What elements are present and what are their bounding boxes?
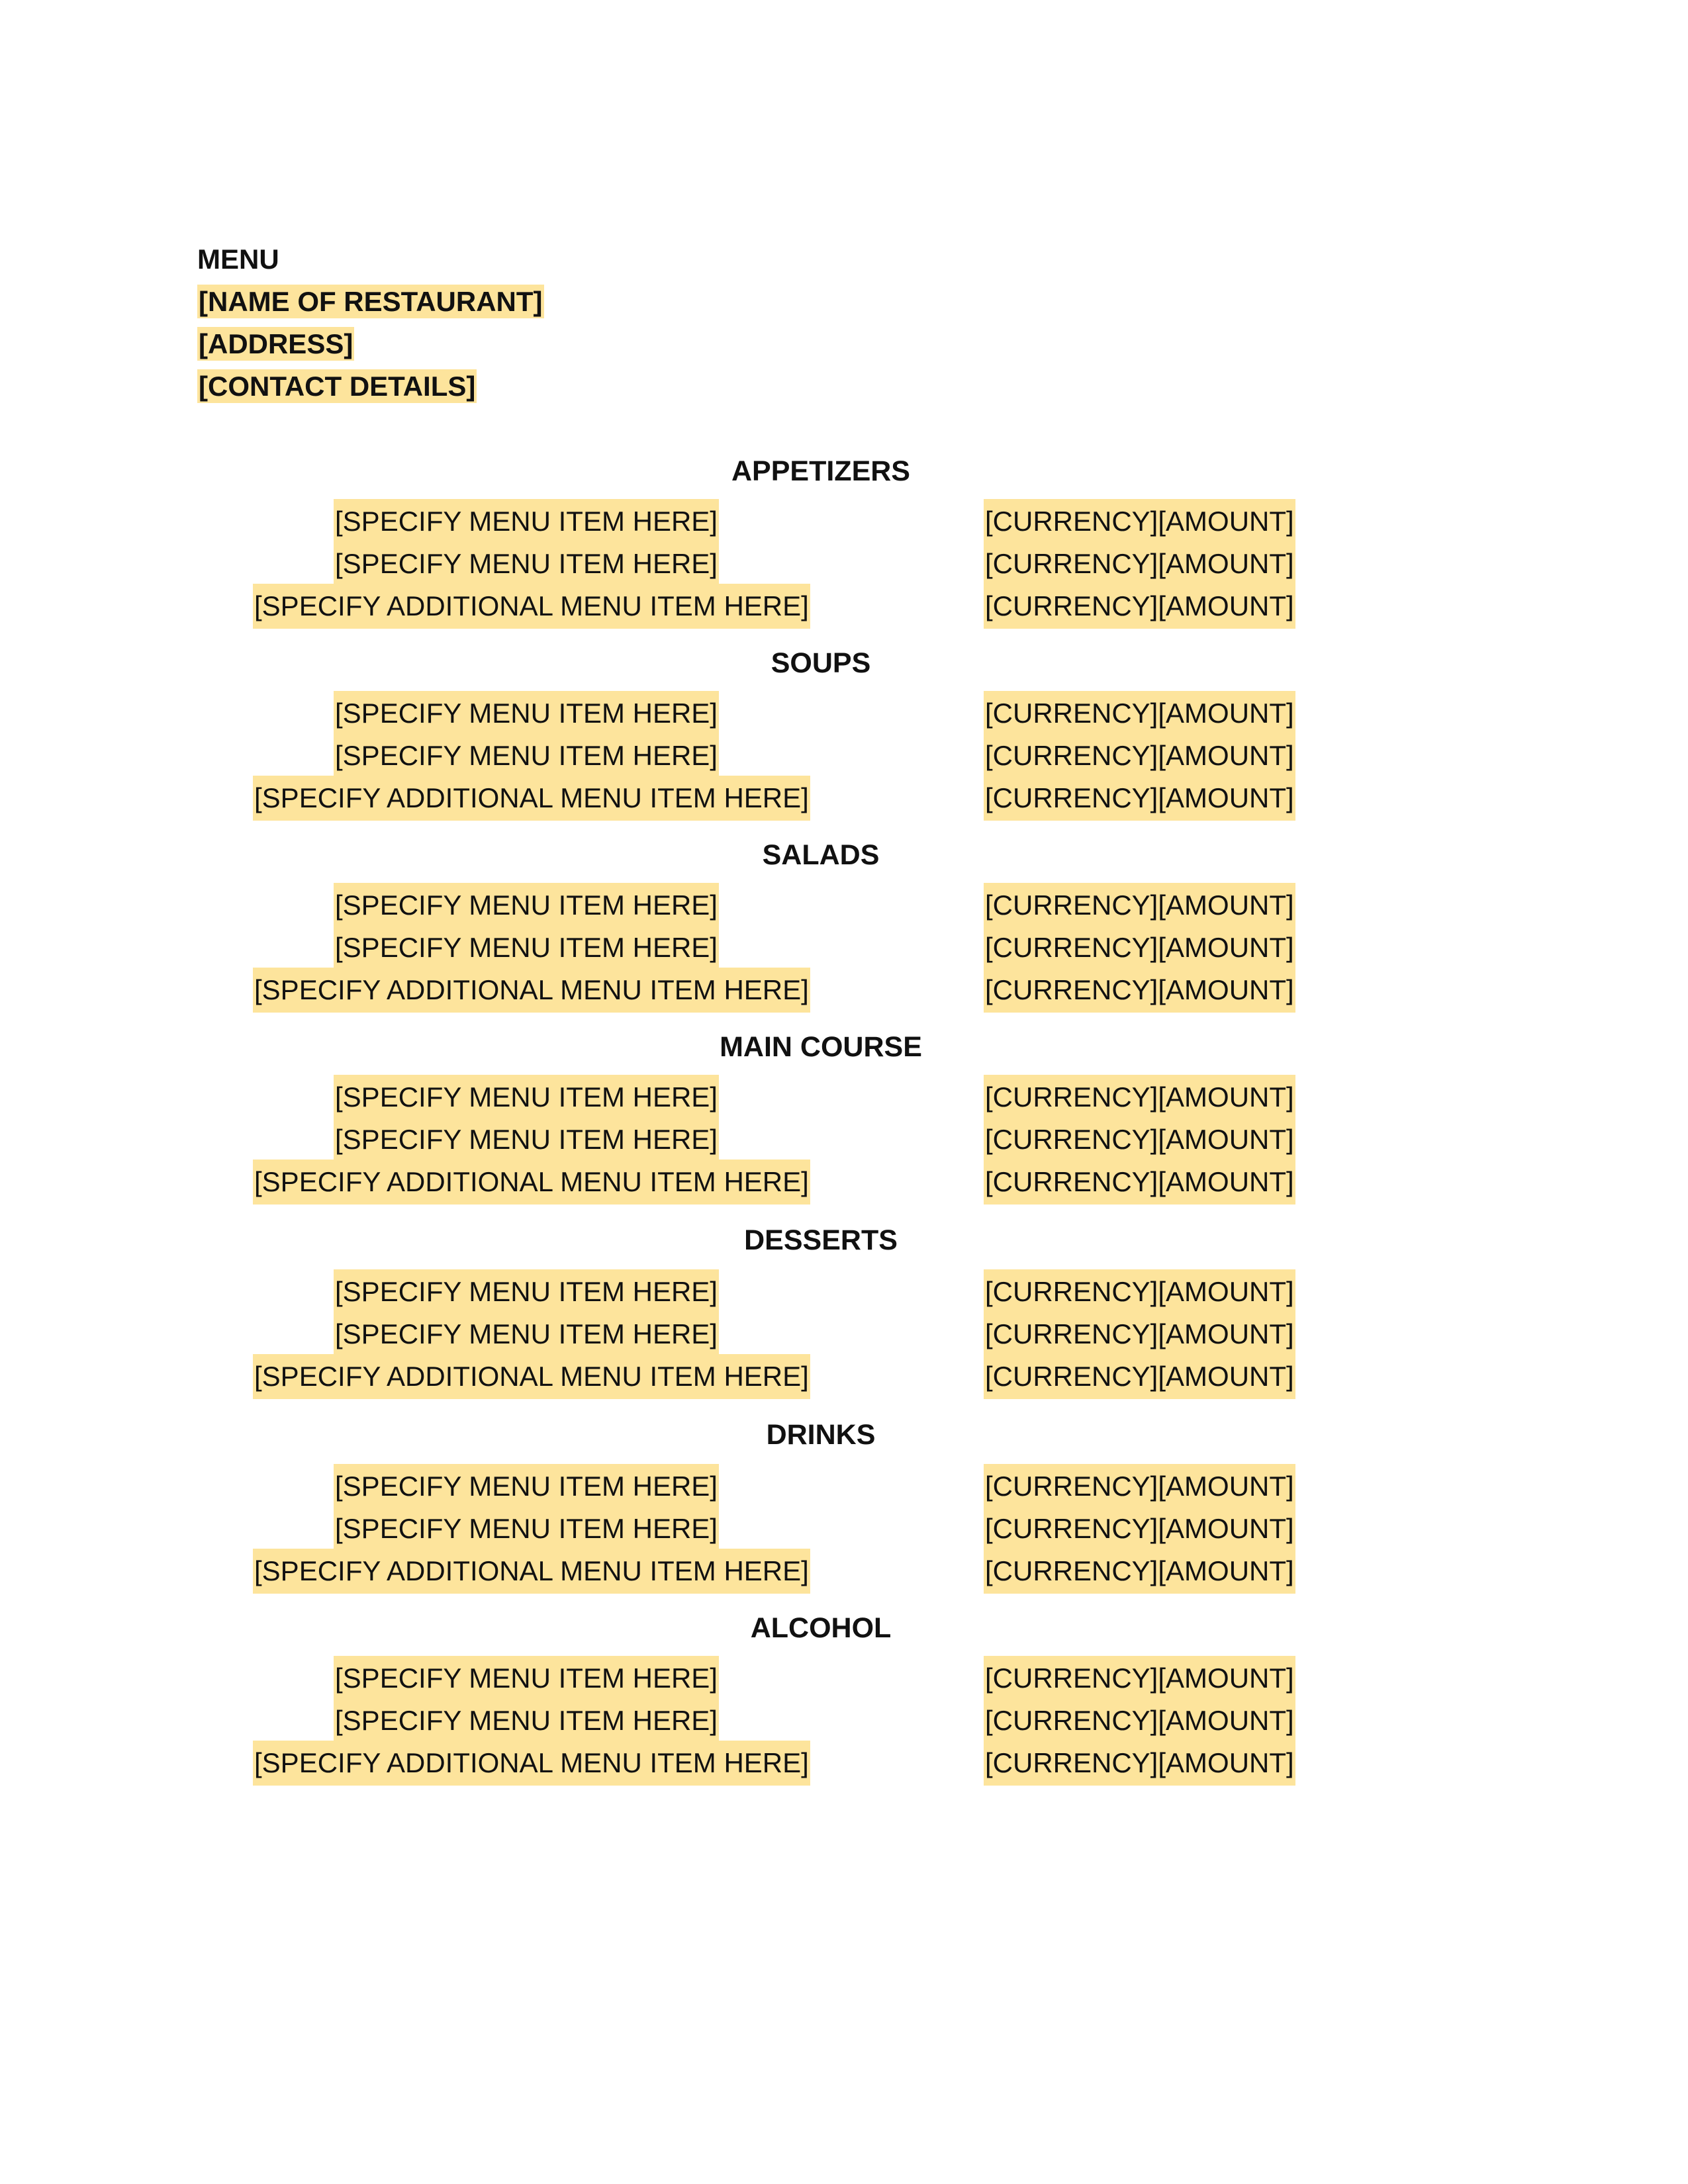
menu-item-price: [CURRENCY][AMOUNT] [984,1075,1295,1120]
menu-item-price: [CURRENCY][AMOUNT] [984,968,1295,1013]
menu-row [0,1656,1688,1698]
menu-row [0,1269,1688,1312]
menu-item-name: [SPECIFY MENU ITEM HERE] [334,925,719,970]
section-title: APPETIZERS [731,455,910,487]
menu-item-price: [CURRENCY][AMOUNT] [984,1160,1295,1205]
menu-item-name: [SPECIFY ADDITIONAL MENU ITEM HERE] [253,776,810,821]
menu-item-price: [CURRENCY][AMOUNT] [984,1698,1295,1743]
menu-row [0,925,1688,968]
menu-row [0,1160,1688,1202]
menu-item-name: [SPECIFY MENU ITEM HERE] [334,733,719,778]
restaurant-address [197,323,544,365]
menu-item-name: [SPECIFY MENU ITEM HERE] [334,691,719,736]
menu-item-name: [SPECIFY MENU ITEM HERE] [334,541,719,586]
section-title: SOUPS [771,647,871,679]
menu-row [0,1075,1688,1117]
menu-item-price: [CURRENCY][AMOUNT] [984,1741,1295,1786]
menu-row [0,968,1688,1010]
menu-item-price: [CURRENCY][AMOUNT] [984,1506,1295,1551]
address-placeholder: [ADDRESS] [199,328,353,359]
menu-row [0,1464,1688,1506]
menu-item-name: [SPECIFY MENU ITEM HERE] [334,1312,719,1357]
menu-row [0,584,1688,626]
section-title: MAIN COURSE [720,1031,922,1063]
menu-item-price: [CURRENCY][AMOUNT] [984,883,1295,928]
menu-item-price: [CURRENCY][AMOUNT] [984,776,1295,821]
menu-item-price: [CURRENCY][AMOUNT] [984,733,1295,778]
menu-item-name: [SPECIFY MENU ITEM HERE] [334,1698,719,1743]
menu-row [0,499,1688,541]
menu-row [0,1354,1688,1396]
section-title: ALCOHOL [750,1612,892,1644]
menu-item-name: [SPECIFY ADDITIONAL MENU ITEM HERE] [253,1354,810,1399]
menu-item-name: [SPECIFY ADDITIONAL MENU ITEM HERE] [253,584,810,629]
menu-item-name: [SPECIFY MENU ITEM HERE] [334,1464,719,1509]
menu-row [0,541,1688,584]
restaurant-name-placeholder: [NAME OF RESTAURANT] [199,286,543,317]
menu-item-name: [SPECIFY MENU ITEM HERE] [334,1506,719,1551]
menu-row [0,733,1688,776]
menu-row [0,1117,1688,1160]
menu-item-price: [CURRENCY][AMOUNT] [984,1312,1295,1357]
menu-item-price: [CURRENCY][AMOUNT] [984,541,1295,586]
menu-row [0,883,1688,925]
restaurant-header [197,238,544,408]
menu-item-name: [SPECIFY MENU ITEM HERE] [334,883,719,928]
restaurant-name [197,281,544,323]
menu-item-price: [CURRENCY][AMOUNT] [984,584,1295,629]
restaurant-contact [197,365,544,408]
section-title: DESSERTS [744,1224,898,1256]
menu-item-name: [SPECIFY MENU ITEM HERE] [334,499,719,544]
section-title: DRINKS [766,1419,876,1451]
menu-item-price: [CURRENCY][AMOUNT] [984,1354,1295,1399]
menu-item-name: [SPECIFY ADDITIONAL MENU ITEM HERE] [253,1160,810,1205]
menu-item-name: [SPECIFY ADDITIONAL MENU ITEM HERE] [253,968,810,1013]
menu-item-price: [CURRENCY][AMOUNT] [984,1117,1295,1162]
menu-row [0,1312,1688,1354]
menu-row [0,1549,1688,1591]
menu-row [0,1506,1688,1549]
menu-item-price: [CURRENCY][AMOUNT] [984,1269,1295,1314]
menu-item-name: [SPECIFY MENU ITEM HERE] [334,1117,719,1162]
menu-item-price: [CURRENCY][AMOUNT] [984,1656,1295,1701]
menu-item-name: [SPECIFY ADDITIONAL MENU ITEM HERE] [253,1549,810,1594]
menu-item-price: [CURRENCY][AMOUNT] [984,1464,1295,1509]
section-title: SALADS [762,839,880,871]
menu-row [0,691,1688,733]
menu-item-price: [CURRENCY][AMOUNT] [984,925,1295,970]
menu-item-price: [CURRENCY][AMOUNT] [984,499,1295,544]
menu-item-price: [CURRENCY][AMOUNT] [984,691,1295,736]
menu-row [0,1698,1688,1741]
contact-placeholder: [CONTACT DETAILS] [199,371,476,402]
menu-item-name: [SPECIFY ADDITIONAL MENU ITEM HERE] [253,1741,810,1786]
menu-row [0,1741,1688,1783]
menu-row [0,776,1688,818]
menu-title: MENU [197,244,279,275]
menu-item-name: [SPECIFY MENU ITEM HERE] [334,1075,719,1120]
menu-item-price: [CURRENCY][AMOUNT] [984,1549,1295,1594]
menu-item-name: [SPECIFY MENU ITEM HERE] [334,1269,719,1314]
menu-item-name: [SPECIFY MENU ITEM HERE] [334,1656,719,1701]
